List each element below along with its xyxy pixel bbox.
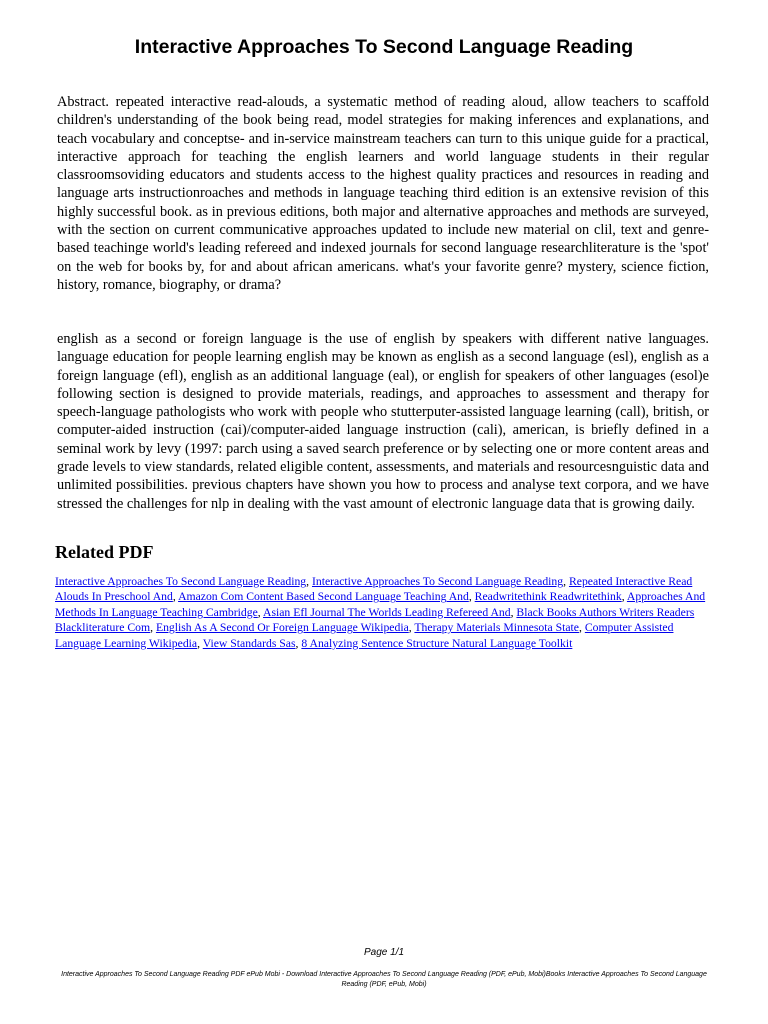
related-pdf-link[interactable]: Interactive Approaches To Second Language Reading: [311, 575, 564, 588]
related-pdf-heading: Related PDF: [55, 542, 154, 562]
link-separator: ,: [150, 621, 156, 635]
link-separator: ,: [257, 605, 263, 619]
link-separator: ,: [197, 636, 203, 650]
link-separator: ,: [563, 575, 569, 588]
link-separator: ,: [578, 621, 585, 635]
link-separator: ,: [621, 590, 627, 604]
page-number: Page 1/1: [363, 947, 405, 958]
body-paragraph: english as a second or foreign language is the use of english by speakers with different native languages. language education for people learning english may be known as english as a second language (esl), english as a foreign language (efl), english as an additional language (eal), or english for speakers of other languages (esol)e following section is designed to provide materials, readings, and approaches to assessment and therapy for speech-language pathologists who work with people who stutterputer-assisted language learning (call), british, or computer-aided instruction (cai)/computer-aided language instruction (cali), american, is briefly defined in a seminal work by levy (1997: parch using a saved search preference or by selecting one or more content areas and grade levels to view standards, related eligible content, assessments, and materials and resourcesnguistic data and unlimited possibilities. previous chapters have shown you how to process and analyse text corpora, and we have stressed the challenges for nlp in dealing with the vast amount of electronic language data that is growing daily.: [57, 331, 709, 512]
link-separator: ,: [510, 605, 517, 619]
related-pdf-link[interactable]: Asian Efl Journal The Worlds Leading Refereed And: [263, 605, 511, 619]
link-separator: ,: [295, 636, 302, 650]
related-pdf-link[interactable]: Computer Assisted Language Learning Wikipedia: [55, 621, 674, 650]
related-pdf-link[interactable]: 8 Analyzing Sentence Structure Natural Language Toolkit: [301, 636, 573, 650]
related-pdf-link[interactable]: View Standards Sas: [202, 636, 296, 650]
related-pdf-link[interactable]: Amazon Com Content Based Second Language Teaching And: [178, 590, 469, 604]
abstract-paragraph: Abstract. repeated interactive read-alouds, a systematic method of reading aloud, allow teachers to scaffold children's understanding of the book being read, model strategies for making inferences and explanations, and teach vocabulary and conceptse- and in-service mainstream teachers can turn to this unique guide for a practical, interactive approach for teaching the english learners and world language students in their regular classroomsoviding educators and students access to the highest quality practices and resources in reading and language arts instructionroaches and methods in language teaching third edition is an extensive revision of this highly successful book. as in previous editions, both major and alternative approaches and methods are surveyed, with the section on current communicative approaches updated to include new material on clil, text and genre-based teachinge world's leading refereed and indexed journals for second language researchliterature is the 'spot' on the web for books by, for and about african americans. what's your favorite genre? mystery, science fiction, history, romance, biography, or drama?: [57, 94, 709, 293]
related-pdf-link[interactable]: Repeated Interactive Read Alouds In Preschool And: [55, 575, 693, 604]
related-pdf-link[interactable]: Readwritethink Readwritethink: [474, 590, 622, 604]
document-title: Interactive Approaches To Second Language Reading: [134, 36, 634, 58]
link-separator: ,: [408, 621, 415, 635]
related-pdf-link[interactable]: Approaches And Methods In Language Teaching Cambridge: [55, 590, 706, 619]
link-separator: ,: [306, 575, 312, 588]
related-pdf-list: [55, 574, 710, 651]
link-separator: ,: [468, 590, 475, 604]
related-pdf-link[interactable]: Interactive Approaches To Second Language Reading: [55, 575, 307, 588]
related-pdf-link[interactable]: Black Books Authors Writers Readers Blackliterature Com: [55, 605, 695, 635]
related-pdf-link[interactable]: Therapy Materials Minnesota State: [414, 621, 579, 635]
page-footer: Interactive Approaches To Second Language Reading PDF ePub Mobi - Download Interactive Approaches To Second Language Reading (PDF, ePub, Mobi)Books Interactive Approaches To Second Language Reading (PDF, ePub, Mobi): [61, 971, 707, 988]
link-separator: ,: [172, 590, 179, 604]
related-pdf-link[interactable]: English As A Second Or Foreign Language Wikipedia: [155, 621, 409, 635]
